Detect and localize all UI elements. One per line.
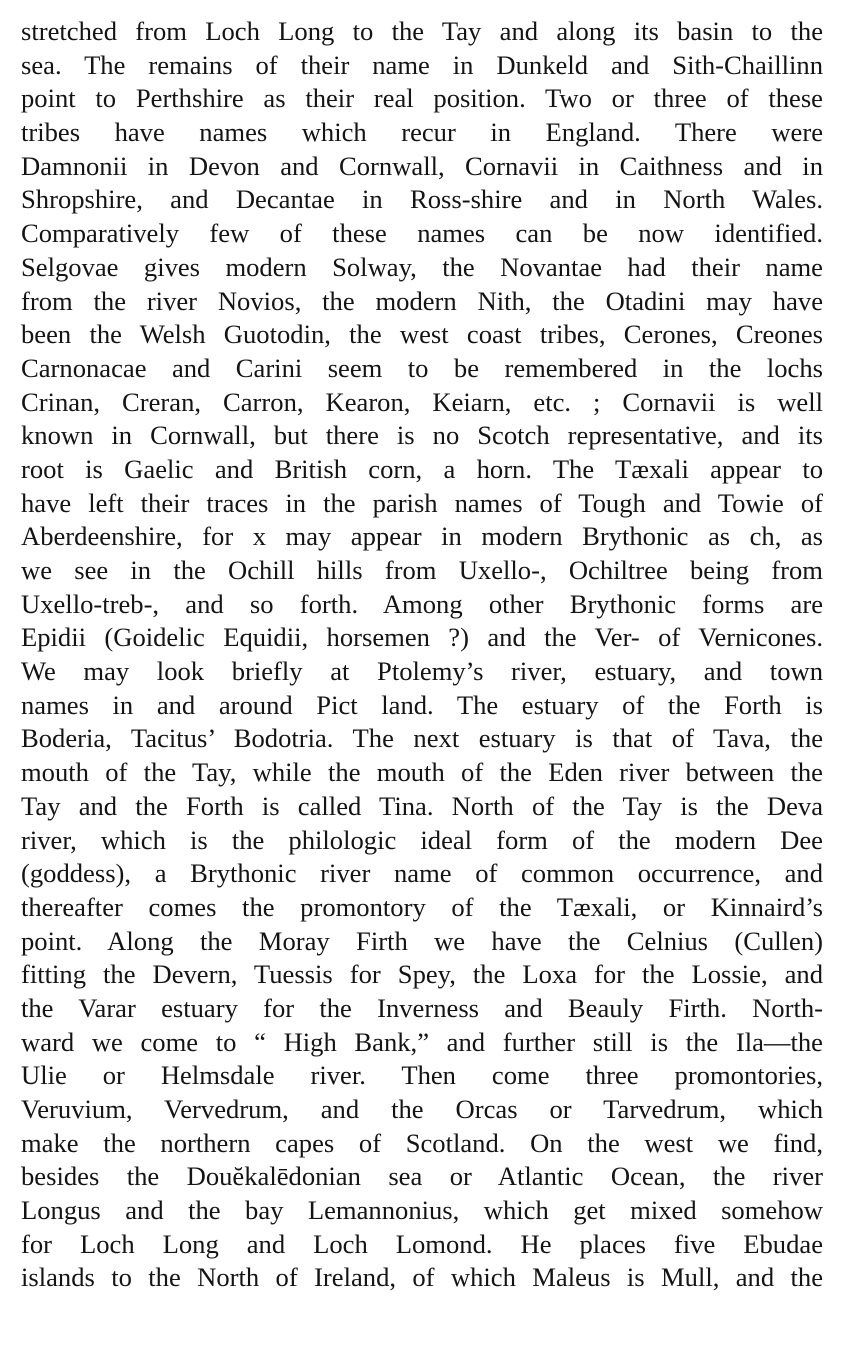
text-line: point to Perthshire as their real position. Two or three of these: [21, 83, 823, 114]
text-line: known in Cornwall, but there is no Scotch representative, and its: [21, 420, 823, 451]
text-line: been the Welsh Guotodin, the west coast tribes, Cerones, Creones: [21, 319, 823, 350]
text-line: Crinan, Creran, Carron, Kearon, Keiarn, etc. ; Cornavii is well: [21, 386, 823, 417]
text-line: (goddess), a Brythonic river name of common occurrence, and: [21, 858, 823, 889]
text-line: Longus and the bay Lemannonius, which get mixed somehow: [21, 1195, 823, 1226]
text-line: sea. The remains of their name in Dunkeld and Sith-Chaillinn: [21, 49, 823, 80]
text-line: from the river Novios, the modern Nith, the Otadini may have: [21, 285, 823, 316]
text-line: point. Along the Moray Firth we have the Celnius (Cullen): [21, 925, 823, 956]
text-line: have left their traces in the parish names of Tough and Towie of: [21, 487, 823, 518]
text-line: make the northern capes of Scotland. On the west we find,: [21, 1127, 823, 1158]
text-line: thereafter comes the promontory of the Tæxali, or Kinnaird’s: [21, 891, 823, 922]
text-line: river, which is the philologic ideal form of the modern Dee: [21, 824, 823, 855]
text-line: Tay and the Forth is called Tina. North of the Tay is the Deva: [21, 790, 823, 821]
text-line: fitting the Devern, Tuessis for Spey, the Loxa for the Lossie, and: [21, 959, 823, 990]
text-line: names in and around Pict land. The estuary of the Forth is: [21, 689, 823, 720]
text-line: tribes have names which recur in England. There were: [21, 117, 823, 148]
text-line: we see in the Ochill hills from Uxello-, Ochiltree being from: [21, 555, 823, 585]
text-line: Epidii (Goidelic Equidii, horsemen ?) and the Ver- of Vernicones.: [21, 622, 823, 653]
text-line: Damnonii in Devon and Cornwall, Cornavii in Caithness and in: [21, 150, 823, 181]
text-line: Aberdeenshire, for x may appear in modern Brythonic as ch, as: [21, 521, 823, 552]
text-line: Selgovae gives modern Solway, the Novantae had their name: [21, 251, 823, 282]
text-line: Carnonacae and Carini seem to be remembered in the lochs: [21, 352, 823, 383]
text-line: Shropshire, and Decantae in Ross-shire and in North Wales.: [21, 184, 823, 215]
text-line: Boderia, Tacitus’ Bodotria. The next estuary is that of Tava, the: [21, 723, 823, 754]
text-line: for Loch Long and Loch Lomond. He places five Ebudae: [21, 1228, 823, 1259]
text-line: We may look briefly at Ptolemy’s river, estuary, and town: [21, 656, 823, 687]
text-line: besides the Douĕkalēdonian sea or Atlantic Ocean, the river: [21, 1161, 823, 1192]
text-line: ward we come to “ High Bank,” and further still is the Ila—the: [21, 1026, 823, 1057]
text-line: stretched from Loch Long to the Tay and along its basin to the: [21, 16, 823, 46]
text-line: mouth of the Tay, while the mouth of the Eden river between the: [21, 757, 823, 788]
text-line: Uxello-treb-, and so forth. Among other Brythonic forms are: [21, 588, 823, 619]
text-line: the Varar estuary for the Inverness and Beauly Firth. North-: [21, 992, 823, 1023]
text-line: islands to the North of Ireland, of which Maleus is Mull, and the: [21, 1262, 823, 1293]
text-line: Comparatively few of these names can be now identified.: [21, 218, 823, 249]
text-line: root is Gaelic and British corn, a horn. The Tæxali appear to: [21, 453, 823, 484]
page-text: [21, 15, 823, 1295]
text-line: Ulie or Helmsdale river. Then come three promontories,: [21, 1060, 823, 1091]
text-line: Veruvium, Vervedrum, and the Orcas or Tarvedrum, which: [21, 1094, 823, 1124]
